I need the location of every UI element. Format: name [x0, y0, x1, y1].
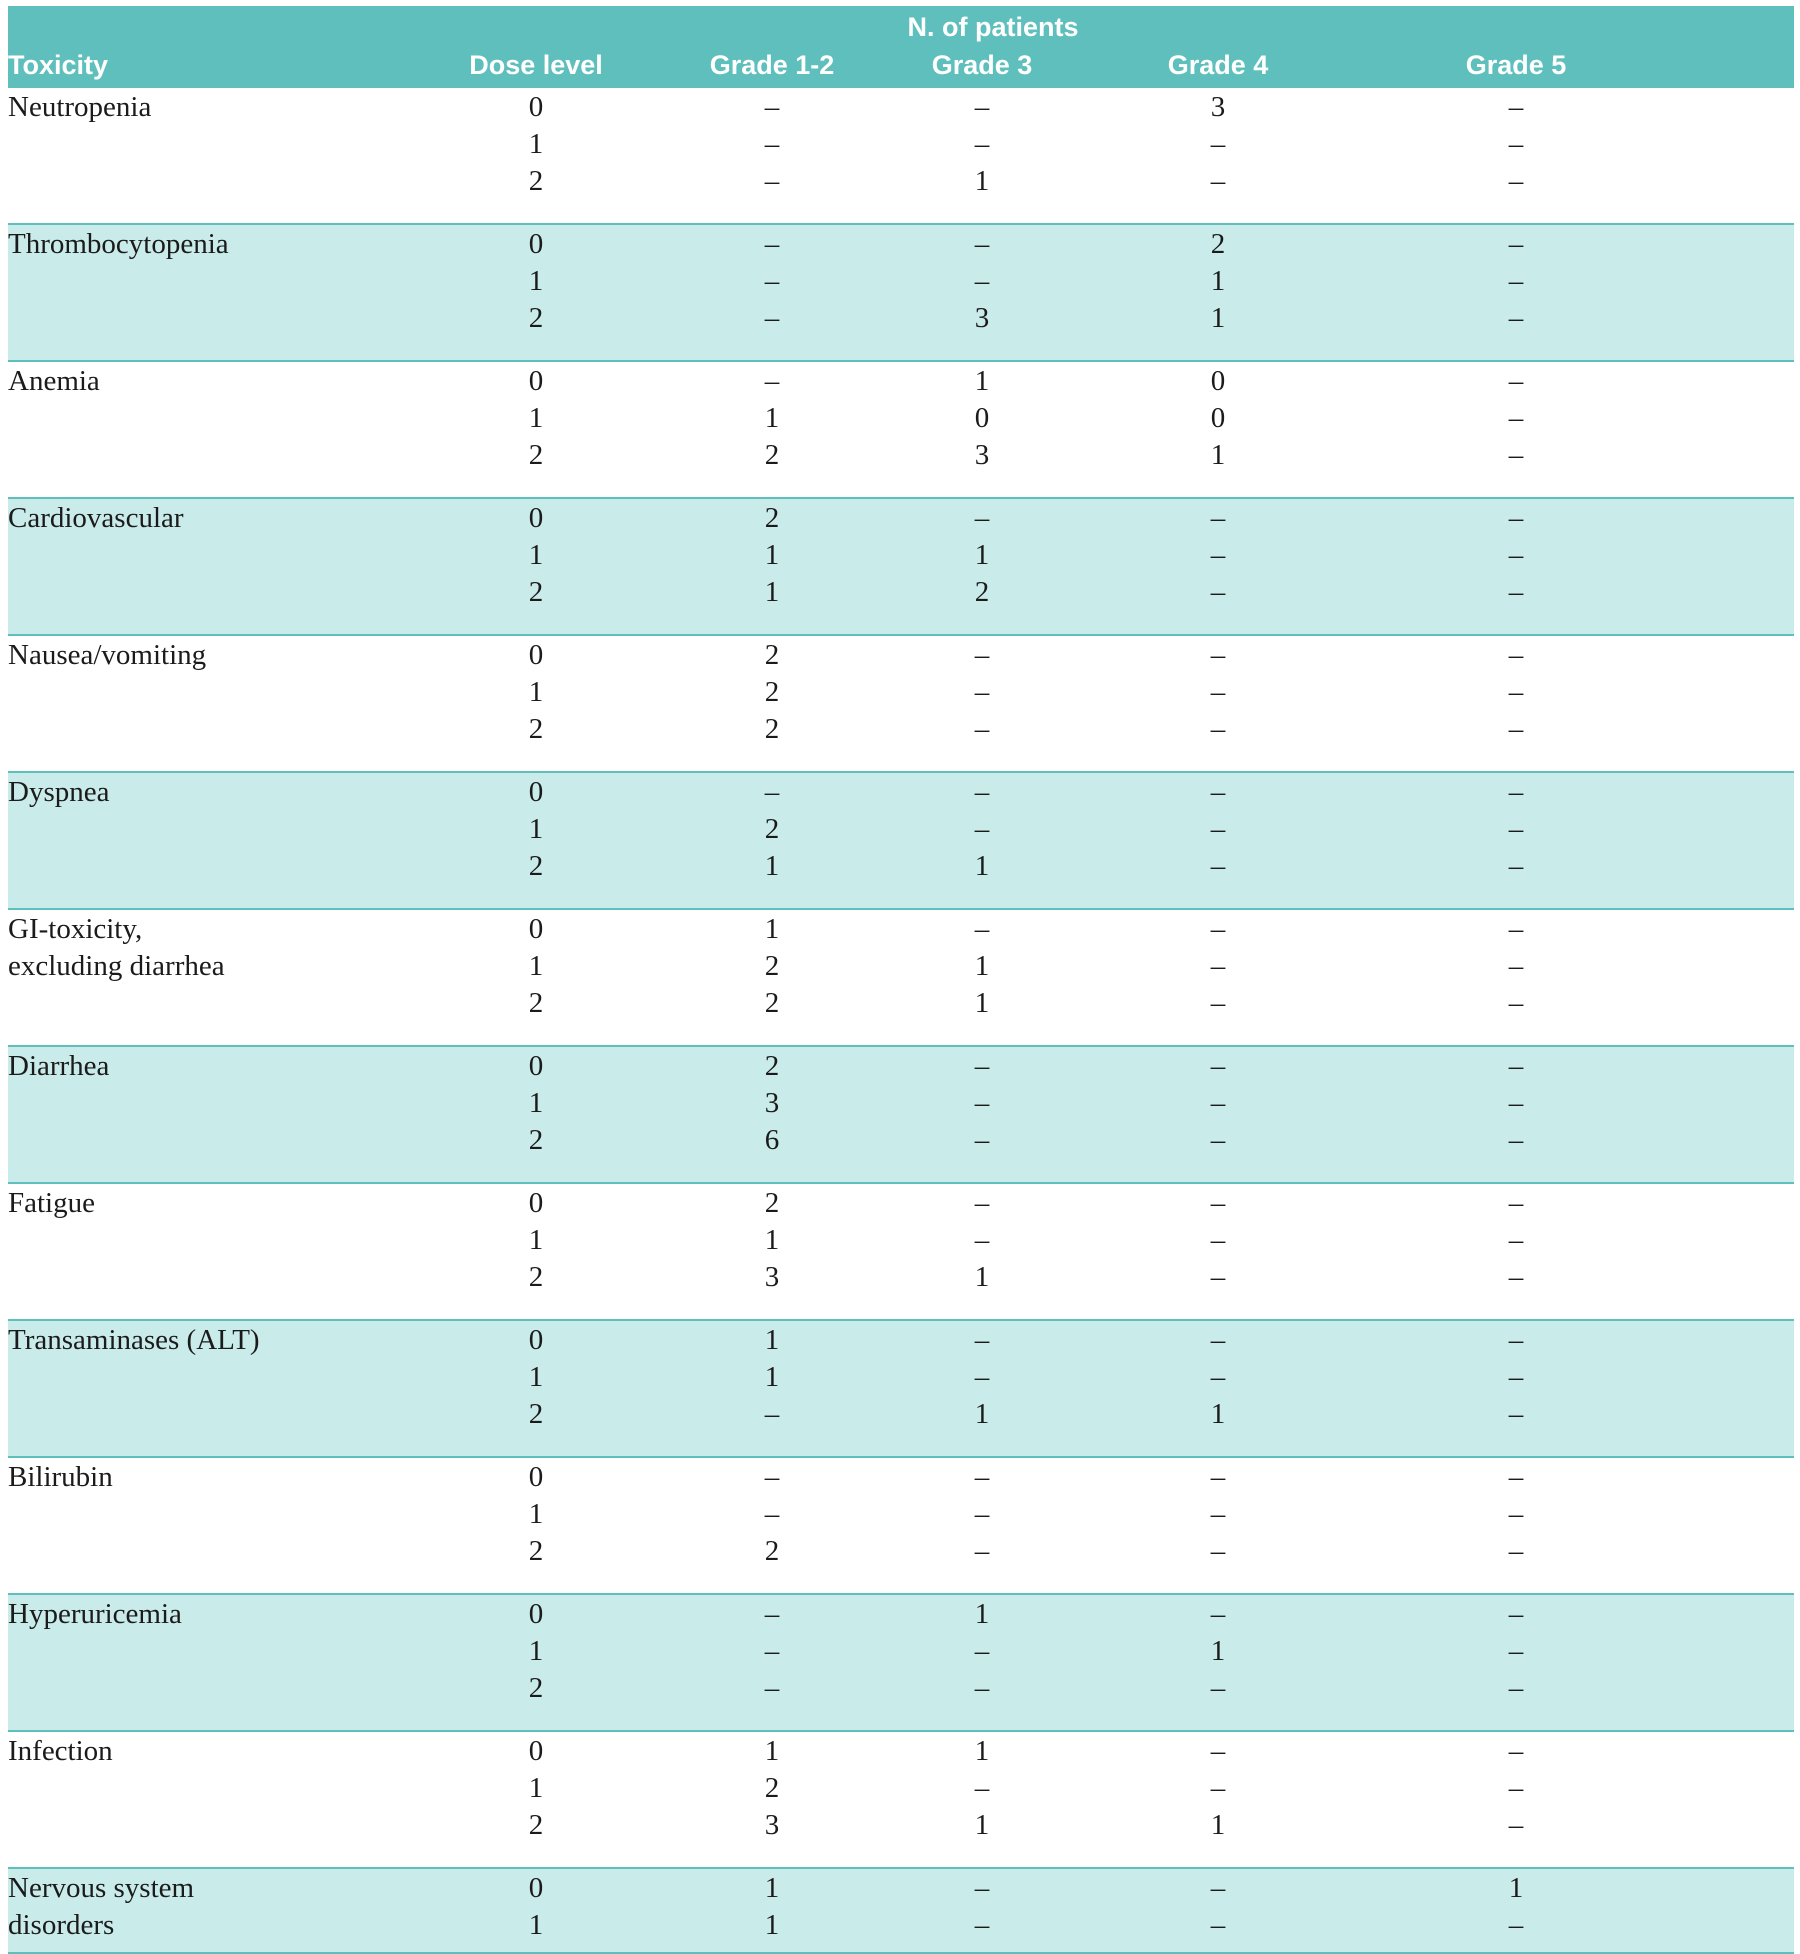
toxicity-name-line: GI-toxicity, [8, 913, 143, 945]
col-header-grade-3: Grade 3 [931, 50, 1033, 80]
table-row [8, 1869, 1794, 1954]
grade-1-2-cell: 1 [764, 1324, 780, 1356]
toxicity-name-line: Cardiovascular [8, 502, 184, 534]
grade-3-cell: 1 [974, 1809, 990, 1841]
table-row [8, 636, 1794, 773]
grade-1-2-cell: 2 [764, 1535, 780, 1567]
grade-5-cell: – [1508, 1124, 1524, 1156]
grade-4-cell: 0 [1210, 365, 1226, 397]
grade-3-cell: – [974, 1050, 990, 1082]
grade-4-cell: 1 [1210, 302, 1226, 334]
grade-4-cell: 1 [1210, 439, 1226, 471]
grade-1-2-cell: 2 [764, 813, 780, 845]
grade-1-2-cell: – [764, 1398, 780, 1430]
grade-3-cell: 0 [974, 402, 990, 434]
grade-5-cell: – [1508, 1909, 1524, 1941]
grade-4-cell: – [1210, 1461, 1226, 1493]
grade-3-cell: – [974, 1361, 990, 1393]
dose-level-cell: 2 [528, 576, 544, 608]
grade-5-cell: – [1508, 1187, 1524, 1219]
dose-level-cell: 1 [528, 539, 544, 571]
dose-level-cell: 0 [528, 1872, 544, 1904]
grade-1-2-cell: 2 [764, 1772, 780, 1804]
dose-level-cell: 0 [528, 365, 544, 397]
grade-3-cell: – [974, 1498, 990, 1530]
dose-level-cell: 2 [528, 850, 544, 882]
grade-3-cell: 1 [974, 1398, 990, 1430]
dose-level-cell: 1 [528, 1087, 544, 1119]
grade-5-cell: – [1508, 402, 1524, 434]
grade-5-cell: – [1508, 165, 1524, 197]
toxicity-name-line: Neutropenia [8, 91, 152, 123]
grade-4-cell: 0 [1210, 402, 1226, 434]
dose-level-cell: 1 [528, 950, 544, 982]
grade-3-cell: – [974, 1772, 990, 1804]
grade-3-cell: 1 [974, 165, 990, 197]
grade-3-cell: 1 [974, 850, 990, 882]
col-header-toxicity: Toxicity [8, 50, 109, 80]
grade-5-cell: – [1508, 1498, 1524, 1530]
dose-level-cell: 0 [528, 1050, 544, 1082]
grade-3-cell: – [974, 1087, 990, 1119]
grade-1-2-cell: 3 [764, 1809, 780, 1841]
grade-4-cell: – [1210, 165, 1226, 197]
grade-5-cell: – [1508, 676, 1524, 708]
toxicity-name [8, 1052, 109, 1089]
toxicity-name [8, 504, 184, 541]
grade-1-2-cell: 1 [764, 1735, 780, 1767]
toxicity-name [8, 230, 229, 267]
grade-4-cell: – [1210, 1187, 1226, 1219]
grade-3-cell: 1 [974, 1735, 990, 1767]
toxicity-table [8, 6, 1794, 1954]
grade-5-cell: – [1508, 1050, 1524, 1082]
grade-1-2-cell: 2 [764, 676, 780, 708]
grade-3-cell: 1 [974, 987, 990, 1019]
grade-3-cell: 1 [974, 1598, 990, 1630]
grade-1-2-cell: 2 [764, 502, 780, 534]
grade-1-2-cell: – [764, 1598, 780, 1630]
grade-1-2-cell: – [764, 128, 780, 160]
grade-3-cell: – [974, 1635, 990, 1667]
grade-5-cell: – [1508, 913, 1524, 945]
grade-4-cell: – [1210, 1087, 1226, 1119]
toxicity-name-line: Anemia [8, 365, 100, 397]
dose-level-cell: 0 [528, 1324, 544, 1356]
grade-5-cell: – [1508, 502, 1524, 534]
dose-level-cell: 2 [528, 1398, 544, 1430]
grade-1-2-cell: 2 [764, 639, 780, 671]
grade-5-cell: – [1508, 1809, 1524, 1841]
grade-1-2-cell: 1 [764, 539, 780, 571]
dose-level-cell: 2 [528, 987, 544, 1019]
grade-5-cell: – [1508, 265, 1524, 297]
toxicity-name-line: excluding diarrhea [8, 950, 225, 982]
grade-5-cell: – [1508, 128, 1524, 160]
dose-level-cell: 0 [528, 1461, 544, 1493]
toxicity-name [8, 1737, 113, 1774]
dose-level-cell: 1 [528, 1772, 544, 1804]
grade-3-cell: – [974, 128, 990, 160]
grade-3-cell: – [974, 1672, 990, 1704]
grade-3-cell: – [974, 228, 990, 260]
grade-1-2-cell: 1 [764, 1909, 780, 1941]
grade-5-cell: – [1508, 850, 1524, 882]
dose-level-cell: 2 [528, 1809, 544, 1841]
toxicity-name [8, 1326, 260, 1363]
grade-1-2-cell: – [764, 1635, 780, 1667]
grade-4-cell: – [1210, 1909, 1226, 1941]
grade-3-cell: – [974, 1461, 990, 1493]
col-header-grade-5: Grade 5 [1465, 50, 1567, 80]
dose-level-cell: 0 [528, 502, 544, 534]
grade-5-cell: – [1508, 576, 1524, 608]
grade-3-cell: – [974, 1909, 990, 1941]
grade-5-cell: – [1508, 776, 1524, 808]
grade-4-cell: – [1210, 813, 1226, 845]
table-row [8, 362, 1794, 499]
grade-3-cell: – [974, 713, 990, 745]
toxicity-name-line: Thrombocytopenia [8, 228, 229, 260]
dose-level-cell: 0 [528, 1598, 544, 1630]
table-row [8, 499, 1794, 636]
toxicity-name-line: Infection [8, 1735, 113, 1767]
grade-3-cell: 3 [974, 439, 990, 471]
grade-4-cell: – [1210, 776, 1226, 808]
col-header-grade-1-2: Grade 1-2 [709, 50, 835, 80]
toxicity-name-line: Nervous system [8, 1872, 195, 1904]
dose-level-cell: 1 [528, 1498, 544, 1530]
grade-3-cell: – [974, 91, 990, 123]
grade-4-cell: – [1210, 1050, 1226, 1082]
grade-4-cell: 1 [1210, 265, 1226, 297]
grade-3-cell: 1 [974, 539, 990, 571]
toxicity-name-line: Diarrhea [8, 1050, 110, 1082]
table-row [8, 773, 1794, 910]
grade-5-cell: – [1508, 1461, 1524, 1493]
grade-1-2-cell: 2 [764, 1187, 780, 1219]
grade-1-2-cell: – [764, 1672, 780, 1704]
grade-5-cell: – [1508, 1635, 1524, 1667]
grade-4-cell: – [1210, 676, 1226, 708]
grade-4-cell: – [1210, 1124, 1226, 1156]
grade-4-cell: – [1210, 987, 1226, 1019]
grade-4-cell: – [1210, 539, 1226, 571]
toxicity-name [8, 915, 225, 989]
grade-1-2-cell: 2 [764, 713, 780, 745]
grade-5-cell: – [1508, 91, 1524, 123]
grade-3-cell: 2 [974, 576, 990, 608]
toxicity-name-line: Hyperuricemia [8, 1598, 182, 1630]
table-body [8, 88, 1794, 1954]
grade-3-cell: 3 [974, 302, 990, 334]
dose-level-cell: 1 [528, 265, 544, 297]
grade-4-cell: – [1210, 1735, 1226, 1767]
toxicity-name [8, 1600, 182, 1637]
dose-level-cell: 1 [528, 128, 544, 160]
grade-3-cell: – [974, 1872, 990, 1904]
grade-4-cell: – [1210, 1772, 1226, 1804]
grade-4-cell: – [1210, 1361, 1226, 1393]
dose-level-cell: 1 [528, 1224, 544, 1256]
grade-5-cell: – [1508, 228, 1524, 260]
grade-4-cell: – [1210, 1324, 1226, 1356]
grade-1-2-cell: 1 [764, 576, 780, 608]
table-row [8, 1047, 1794, 1184]
toxicity-name-line: disorders [8, 1909, 115, 1941]
grade-4-cell: – [1210, 639, 1226, 671]
grade-5-cell: – [1508, 365, 1524, 397]
grade-5-cell: – [1508, 1772, 1524, 1804]
grade-5-cell: – [1508, 987, 1524, 1019]
grade-5-cell: 1 [1508, 1872, 1524, 1904]
toxicity-name [8, 367, 100, 404]
dose-level-cell: 1 [528, 402, 544, 434]
grade-1-2-cell: – [764, 1461, 780, 1493]
grade-4-cell: – [1210, 1498, 1226, 1530]
grade-1-2-cell: 1 [764, 1224, 780, 1256]
grade-1-2-cell: – [764, 1498, 780, 1530]
grade-4-cell: – [1210, 1261, 1226, 1293]
grade-1-2-cell: 2 [764, 950, 780, 982]
grade-1-2-cell: 6 [764, 1124, 780, 1156]
grade-3-cell: – [974, 502, 990, 534]
grade-5-cell: – [1508, 1261, 1524, 1293]
dose-level-cell: 2 [528, 1124, 544, 1156]
toxicity-name [8, 1874, 194, 1948]
grade-4-cell: – [1210, 850, 1226, 882]
grade-5-cell: – [1508, 302, 1524, 334]
table-row [8, 88, 1794, 225]
grade-3-cell: 1 [974, 1261, 990, 1293]
grade-3-cell: – [974, 813, 990, 845]
col-header-dose-level: Dose level [469, 50, 603, 80]
grade-4-cell: – [1210, 913, 1226, 945]
dose-level-cell: 1 [528, 676, 544, 708]
grade-1-2-cell: 2 [764, 1050, 780, 1082]
grade-3-cell: – [974, 1535, 990, 1567]
grade-4-cell: 1 [1210, 1635, 1226, 1667]
grade-1-2-cell: – [764, 776, 780, 808]
grade-3-cell: 1 [974, 365, 990, 397]
grade-4-cell: – [1210, 576, 1226, 608]
grade-4-cell: – [1210, 1872, 1226, 1904]
grade-3-cell: – [974, 676, 990, 708]
dose-level-cell: 2 [528, 713, 544, 745]
grade-4-cell: – [1210, 1672, 1226, 1704]
grade-5-cell: – [1508, 539, 1524, 571]
grade-1-2-cell: – [764, 302, 780, 334]
toxicity-name [8, 1463, 113, 1500]
grade-4-cell: – [1210, 502, 1226, 534]
table-header [8, 6, 1794, 88]
table-row [8, 1595, 1794, 1732]
grade-5-cell: – [1508, 713, 1524, 745]
toxicity-name-line: Fatigue [8, 1187, 95, 1219]
dose-level-cell: 2 [528, 302, 544, 334]
dose-level-cell: 0 [528, 1187, 544, 1219]
dose-level-cell: 0 [528, 639, 544, 671]
grade-5-cell: – [1508, 950, 1524, 982]
grade-1-2-cell: – [764, 228, 780, 260]
grade-1-2-cell: 3 [764, 1261, 780, 1293]
grade-1-2-cell: – [764, 365, 780, 397]
dose-level-cell: 1 [528, 1361, 544, 1393]
table-row [8, 1458, 1794, 1595]
dose-level-cell: 0 [528, 913, 544, 945]
dose-level-cell: 2 [528, 1261, 544, 1293]
grade-1-2-cell: 1 [764, 1872, 780, 1904]
grade-4-cell: 1 [1210, 1809, 1226, 1841]
grade-1-2-cell: – [764, 265, 780, 297]
grade-1-2-cell: 2 [764, 439, 780, 471]
grade-3-cell: – [974, 776, 990, 808]
dose-level-cell: 0 [528, 1735, 544, 1767]
toxicity-name-line: Nausea/vomiting [8, 639, 207, 671]
grade-5-cell: – [1508, 639, 1524, 671]
grade-1-2-cell: 1 [764, 402, 780, 434]
toxicity-name-line: Dyspnea [8, 776, 110, 808]
grade-5-cell: – [1508, 1398, 1524, 1430]
grade-4-cell: – [1210, 713, 1226, 745]
group-header-n-patients: N. of patients [907, 12, 1079, 42]
grade-1-2-cell: 1 [764, 913, 780, 945]
grade-4-cell: 2 [1210, 228, 1226, 260]
grade-5-cell: – [1508, 1672, 1524, 1704]
grade-5-cell: – [1508, 439, 1524, 471]
toxicity-name-line: Bilirubin [8, 1461, 113, 1493]
grade-3-cell: – [974, 1224, 990, 1256]
grade-5-cell: – [1508, 1361, 1524, 1393]
grade-4-cell: 3 [1210, 91, 1226, 123]
toxicity-name [8, 93, 151, 130]
dose-level-cell: 1 [528, 1909, 544, 1941]
grade-5-cell: – [1508, 1087, 1524, 1119]
grade-1-2-cell: 1 [764, 1361, 780, 1393]
grade-5-cell: – [1508, 1224, 1524, 1256]
grade-5-cell: – [1508, 813, 1524, 845]
grade-4-cell: – [1210, 128, 1226, 160]
dose-level-cell: 0 [528, 228, 544, 260]
dose-level-cell: 2 [528, 1535, 544, 1567]
toxicity-name [8, 778, 109, 815]
dose-level-cell: 1 [528, 813, 544, 845]
toxicity-name [8, 1189, 95, 1226]
table-row [8, 1732, 1794, 1869]
grade-5-cell: – [1508, 1535, 1524, 1567]
grade-1-2-cell: 1 [764, 850, 780, 882]
dose-level-cell: 0 [528, 91, 544, 123]
dose-level-cell: 2 [528, 439, 544, 471]
toxicity-name [8, 641, 206, 678]
grade-4-cell: – [1210, 950, 1226, 982]
table-row [8, 1321, 1794, 1458]
table-row [8, 910, 1794, 1047]
grade-3-cell: – [974, 639, 990, 671]
grade-3-cell: – [974, 1187, 990, 1219]
grade-5-cell: – [1508, 1598, 1524, 1630]
grade-3-cell: 1 [974, 950, 990, 982]
grade-3-cell: – [974, 265, 990, 297]
grade-3-cell: – [974, 1324, 990, 1356]
grade-1-2-cell: 3 [764, 1087, 780, 1119]
table-row [8, 1184, 1794, 1321]
table-row [8, 225, 1794, 362]
grade-3-cell: – [974, 1124, 990, 1156]
grade-1-2-cell: – [764, 91, 780, 123]
dose-level-cell: 1 [528, 1635, 544, 1667]
grade-1-2-cell: – [764, 165, 780, 197]
grade-5-cell: – [1508, 1324, 1524, 1356]
grade-4-cell: – [1210, 1535, 1226, 1567]
col-header-grade-4: Grade 4 [1167, 50, 1269, 80]
dose-level-cell: 2 [528, 165, 544, 197]
grade-4-cell: – [1210, 1224, 1226, 1256]
grade-3-cell: – [974, 913, 990, 945]
grade-4-cell: 1 [1210, 1398, 1226, 1430]
dose-level-cell: 0 [528, 776, 544, 808]
grade-1-2-cell: 2 [764, 987, 780, 1019]
grade-5-cell: – [1508, 1735, 1524, 1767]
toxicity-name-line: Transaminases (ALT) [8, 1324, 260, 1356]
dose-level-cell: 2 [528, 1672, 544, 1704]
grade-4-cell: – [1210, 1598, 1226, 1630]
